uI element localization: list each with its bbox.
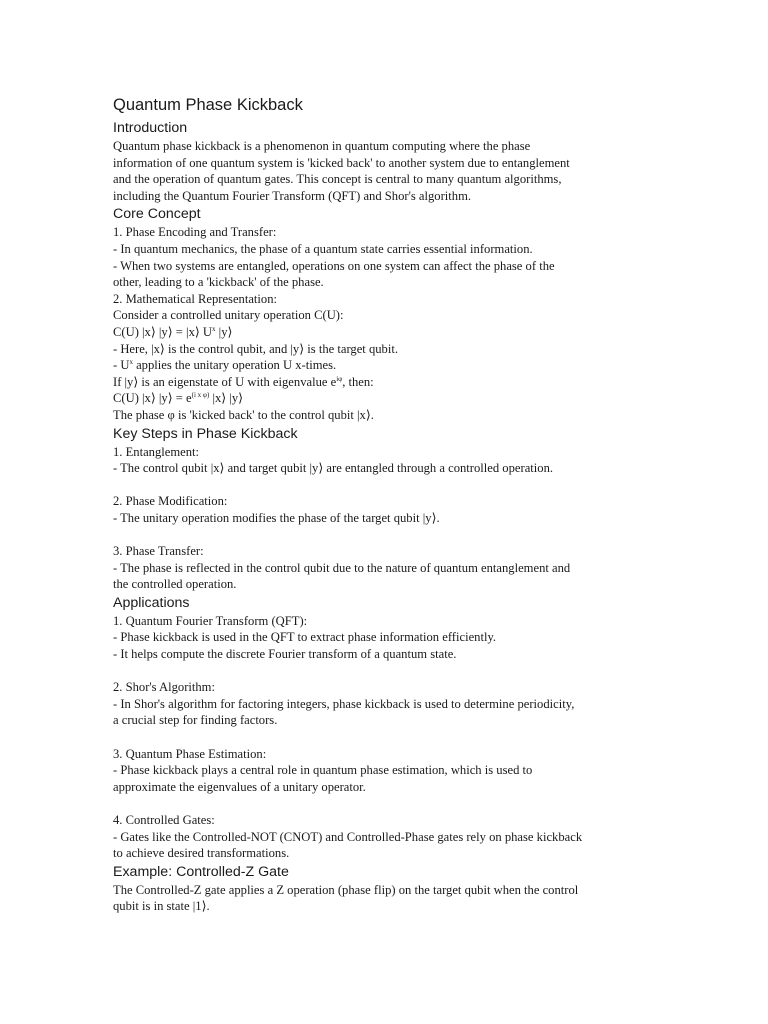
text-fragment: If |y⟩ is an eigenstate of U with eigenvalue e (113, 374, 337, 389)
text-fragment: , then: (342, 374, 374, 389)
text-fragment: - U (113, 358, 130, 373)
text-line: - The control qubit |x⟩ and target qubit |y⟩ are entangled through a controlled operation. (113, 461, 554, 476)
text-line: - Phase kickback is used in the QFT to extract phase information efficiently. (113, 630, 497, 645)
text-line: to achieve desired transformations. (113, 846, 290, 861)
text-line: The phase φ is 'kicked back' to the control qubit |x⟩. (113, 407, 374, 422)
list-item-title: 3. Quantum Phase Estimation: (113, 746, 267, 761)
superscript: iφ (336, 374, 343, 383)
text-line: and the operation of quantum gates. This concept is central to many quantum algorithms, (113, 172, 562, 187)
section-heading-introduction: Introduction (113, 120, 188, 136)
list-item-title: 2. Phase Modification: (113, 494, 228, 509)
text-line: a crucial step for finding factors. (113, 713, 278, 728)
list-item-title: 2. Shor's Algorithm: (113, 680, 215, 695)
text-line: - The phase is reflected in the control qubit due to the nature of quantum entanglement and (113, 560, 571, 575)
text-fragment: applies the unitary operation U x-times. (132, 358, 337, 373)
formula-line (113, 324, 658, 341)
text-line (113, 374, 658, 391)
text-line: including the Quantum Fourier Transform (QFT) and Shor's algorithm. (113, 188, 472, 203)
document-title: Quantum Phase Kickback (113, 96, 303, 114)
text-line: - In quantum mechanics, the phase of a quantum state carries essential information. (113, 241, 533, 256)
spacer (113, 795, 658, 812)
section-heading-example: Example: Controlled-Z Gate (113, 863, 289, 880)
list-item-title: 1. Phase Encoding and Transfer: (113, 225, 277, 240)
section-heading-core-concept: Core Concept (113, 206, 201, 223)
key-steps-body (113, 444, 658, 593)
text-line: approximate the eigenvalues of a unitary operator. (113, 779, 366, 794)
text-line: other, leading to a 'kickback' of the phase. (113, 275, 324, 290)
document-page (113, 95, 658, 915)
formula-text: C(U) |x⟩ |y⟩ = e (113, 391, 192, 406)
formula-superscript: (i x φ) (191, 391, 210, 400)
text-line: - It helps compute the discrete Fourier transform of a quantum state. (113, 647, 457, 662)
text-line: Consider a controlled unitary operation C(U): (113, 308, 344, 323)
text-line: The Controlled-Z gate applies a Z operation (phase flip) on the target qubit when the control (113, 882, 579, 897)
list-item-title: 1. Entanglement: (113, 444, 200, 459)
example-body (113, 882, 658, 915)
applications-body (113, 613, 658, 862)
text-line (113, 357, 658, 374)
section-heading-key-steps: Key Steps in Phase Kickback (113, 425, 298, 442)
text-line: information of one quantum system is 'kicked back' to another system due to entanglement (113, 155, 570, 170)
text-line: - Phase kickback plays a central role in quantum phase estimation, which is used to (113, 763, 533, 778)
text-line: the controlled operation. (113, 577, 237, 592)
spacer (113, 729, 658, 746)
spacer (113, 663, 658, 680)
list-item-title: 1. Quantum Fourier Transform (QFT): (113, 613, 308, 628)
spacer (113, 477, 658, 494)
core-concept-body (113, 224, 658, 423)
text-line: - In Shor's algorithm for factoring integers, phase kickback is used to determine periodicity, (113, 696, 575, 711)
formula-text: |y⟩ (215, 324, 233, 339)
list-item-title: 2. Mathematical Representation: (113, 291, 278, 306)
text-line: qubit is in state |1⟩. (113, 899, 210, 914)
formula-text: |x⟩ |y⟩ (209, 391, 244, 406)
superscript: x (129, 358, 133, 367)
text-line: - When two systems are entangled, operations on one system can affect the phase of the (113, 258, 555, 273)
text-line: - The unitary operation modifies the phase of the target qubit |y⟩. (113, 510, 440, 525)
list-item-title: 4. Controlled Gates: (113, 812, 215, 827)
list-item-title: 3. Phase Transfer: (113, 544, 204, 559)
formula-superscript: x (212, 324, 216, 333)
formula-text: C(U) |x⟩ |y⟩ = |x⟩ U (113, 324, 213, 339)
spacer (113, 526, 658, 543)
introduction-paragraph (113, 138, 658, 204)
text-line: - Gates like the Controlled-NOT (CNOT) and Controlled-Phase gates rely on phase kickback (113, 829, 583, 844)
section-heading-applications: Applications (113, 594, 190, 611)
formula-line (113, 390, 658, 407)
text-line: Quantum phase kickback is a phenomenon in quantum computing where the phase (113, 139, 531, 153)
text-line: - Here, |x⟩ is the control qubit, and |y⟩ is the target qubit. (113, 341, 398, 356)
